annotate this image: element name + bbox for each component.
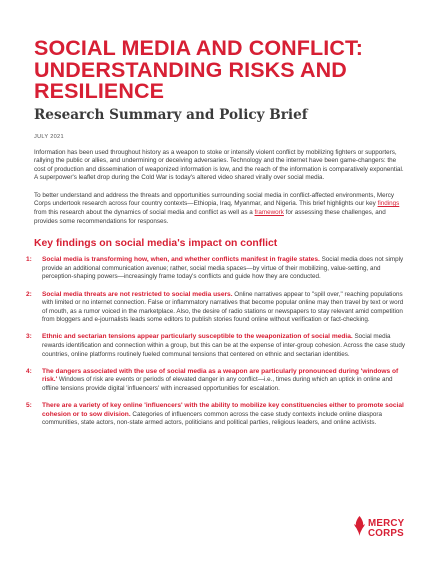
finding-text: Online narratives appear to "spill over," reaching populations with limited or no internet connection. False or inflammatory narratives that become popular online may then travel by text or word of mouth, as a rumor voiced in the marketplace. Also, the desire of radio stations or newspapers to stay relevant amid competition from bloggers and e-journalists leads some editors to publish stories found online without verification or fact-checking. [42, 290, 404, 324]
finding-number: 3: [26, 333, 32, 341]
finding-item [26, 333, 406, 359]
finding-text: Categories of influencers common across the case study contexts include online diaspora communities, state actors, non-state armed actors, politicians and political parties, religious leaders, and online activists. [42, 410, 382, 427]
logo-mark-icon [352, 515, 367, 537]
finding-item [26, 290, 406, 325]
finding-lead: There are a variety of key online 'influencers' with the ability to mobilize key constituencies either to promote social cohesion or to sow division. [42, 401, 404, 418]
finding-number: 2: [26, 290, 32, 298]
finding-item [26, 367, 406, 394]
key-findings-heading: Key findings on social media's impact on conflict [34, 238, 278, 250]
finding-number: 1: [26, 256, 32, 264]
publication-date: JULY 2021 [34, 133, 64, 140]
intro-text-part-1: To better understand and address the threats and opportunities surrounding social media in conflict-affected environments, Mercy Corps undertook research across four country contexts—Ethiopia, Iraq, Myanmar, and Nigeria. This brief highlights our key [34, 191, 395, 208]
finding-lead: Social media threats are not restricted to social media users. [42, 290, 233, 298]
findings-link[interactable]: findings [377, 200, 400, 208]
document-title: SOCIAL MEDIA AND CONFLICT: UNDERSTANDING RISKS AND RESILIENCE [34, 36, 364, 103]
finding-text: Windows of risk are events or periods of elevated danger in any conflict—i.e., times during which an uptick in online and offline tensions provide digital 'influencers' with increased opportunities for escalation. [42, 376, 393, 392]
finding-number: 5: [26, 401, 32, 409]
finding-lead: The dangers associated with the use of social media as a weapon are particularly pronounced during 'windows of risk.' [42, 367, 399, 384]
intro-paragraph-1: Information has been used throughout history as a weapon to stoke or intensify violent conflict by mobilizing fighters or supporters, rallying the public or allies, and undermining or deceiving adversaries. Technology and the internet have been game-changers: the cost of production and dissemination of weaponized information is low, and the reach of the information is comparatively exponential. A superpower's leaflet drop during the Cold War is today's altered video shared virally over social media. [34, 148, 404, 182]
logo-line-2: CORPS [368, 528, 404, 539]
finding-lead: Ethnic and sectarian tensions appear particularly susceptible to the weaponization of social media. [42, 333, 353, 341]
intro-text-part-3: for assessing these challenges, and provides some recommendations for responses. [34, 209, 386, 225]
finding-text: Social media rewards identification and connection within a group, but this can be at the expense of inter-group cohesion. Across the case study countries, online platforms routinely fueled communal tensions that centered on ethnic and sectarian identities. [42, 333, 405, 358]
intro-text-part-2: from this research about the dynamics of social media and conflict as well as a [34, 209, 255, 217]
policy-brief-page [26, 36, 406, 436]
intro-paragraph-2 [34, 192, 406, 226]
framework-link[interactable]: framework [254, 209, 284, 217]
finding-item [26, 401, 406, 428]
finding-text: Social media does not simply provide an additional communication avenue; rather, social media spaces—by virtue of their mobilizing, value-setting, and perception-shaping powers—increasingly frame today's conflicts and guide how they are conducted. [42, 256, 404, 281]
finding-number: 4: [26, 367, 32, 375]
key-findings-list [26, 256, 406, 428]
logo-wordmark [368, 519, 404, 539]
logo-line-1: MERCY [368, 518, 405, 529]
document-subtitle: Research Summary and Policy Brief [34, 106, 308, 123]
finding-item [26, 256, 406, 282]
mercy-corps-logo [352, 515, 414, 551]
finding-lead: Social media is transforming how, when, and whether conflicts manifest in fragile states. [42, 256, 320, 264]
